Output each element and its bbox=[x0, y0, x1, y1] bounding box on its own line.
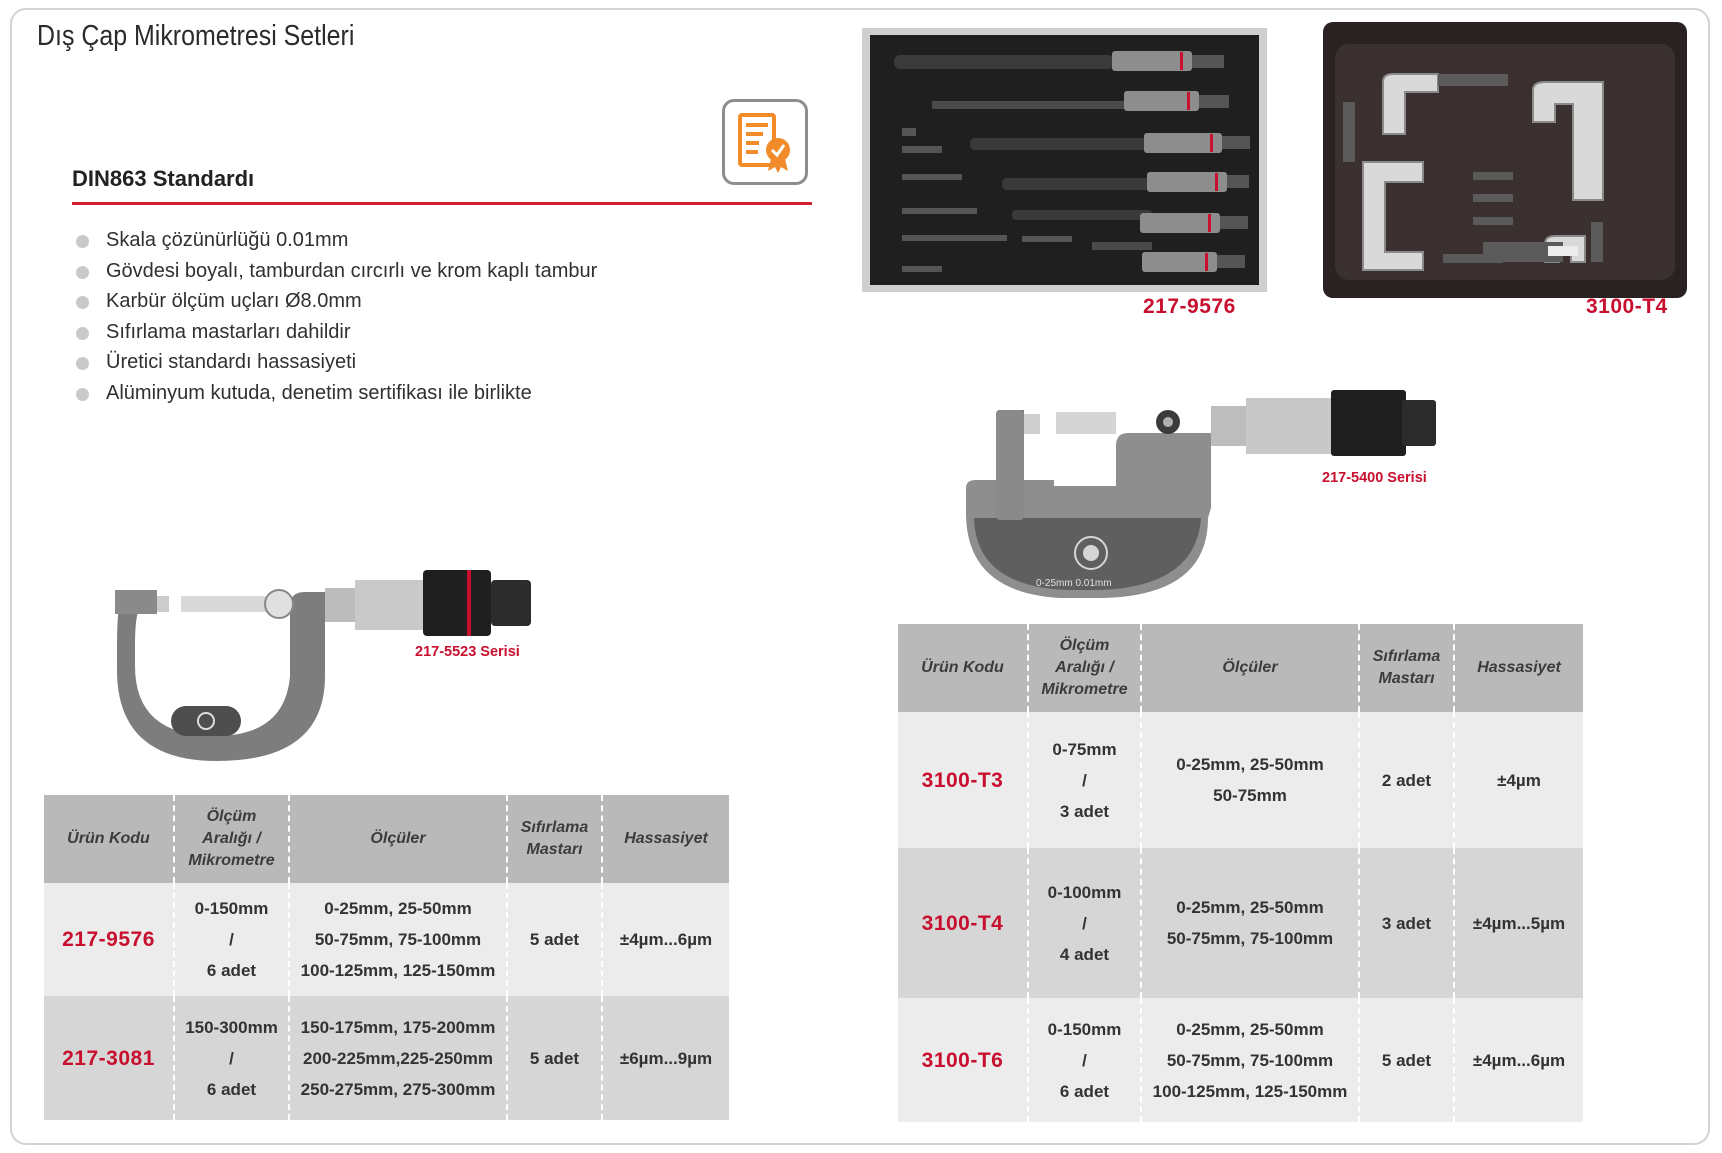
right-spec-table bbox=[898, 624, 1583, 1122]
range-cell: 0-150mm / 6 adet bbox=[1028, 998, 1141, 1122]
standard-heading: DIN863 Standardı bbox=[72, 166, 255, 191]
sizes-cell: 150-175mm, 175-200mm 200-225mm,225-250mm 250-275mm, 275-300mm bbox=[289, 996, 507, 1120]
column-header: Hassasiyet bbox=[1454, 624, 1583, 712]
set-t4-caption: 3100-T4 bbox=[1586, 295, 1668, 318]
table-row bbox=[898, 712, 1583, 848]
range-cell: 0-100mm / 4 adet bbox=[1028, 848, 1141, 998]
zero-setting-cell: 5 adet bbox=[1359, 998, 1454, 1122]
micrometer-5523-caption: 217-5523 Serisi bbox=[415, 644, 520, 660]
micrometer-5523-photo bbox=[105, 566, 553, 771]
range-cell: 0-150mm / 6 adet bbox=[174, 883, 289, 996]
column-header: Sıfırlama Mastarı bbox=[507, 795, 602, 883]
micrometer-5400-frame-text: 0-25mm 0.01mm bbox=[1036, 578, 1112, 589]
column-header: Ölçüm Aralığı / Mikrometre bbox=[1028, 624, 1141, 712]
set-9576-photo bbox=[862, 28, 1267, 297]
left-spec-table bbox=[44, 795, 729, 1120]
sizes-cell: 0-25mm, 25-50mm 50-75mm, 75-100mm 100-125mm, 125-150mm bbox=[1141, 998, 1359, 1122]
accuracy-cell: ±4µm...6µm bbox=[1454, 998, 1583, 1122]
micrometer-5400-caption: 217-5400 Serisi bbox=[1322, 470, 1427, 486]
sizes-cell: 0-25mm, 25-50mm 50-75mm bbox=[1141, 712, 1359, 848]
table-row bbox=[898, 998, 1583, 1122]
column-header: Ürün Kodu bbox=[898, 624, 1028, 712]
page-title: Dış Çap Mikrometresi Setleri bbox=[37, 20, 355, 52]
accuracy-cell: ±6µm...9µm bbox=[602, 996, 729, 1120]
column-header: Sıfırlama Mastarı bbox=[1359, 624, 1454, 712]
table-row bbox=[898, 848, 1583, 998]
range-cell: 150-300mm / 6 adet bbox=[174, 996, 289, 1120]
feature-item: Karbür ölçüm uçları Ø8.0mm bbox=[74, 286, 597, 317]
product-code: 3100-T6 bbox=[898, 998, 1028, 1122]
certificate-document-icon bbox=[722, 99, 808, 185]
micrometer-5400-photo bbox=[966, 388, 1476, 608]
heading-divider bbox=[72, 202, 812, 205]
set-9576-caption: 217-9576 bbox=[1143, 295, 1236, 318]
feature-item: Sıfırlama mastarları dahildir bbox=[74, 317, 597, 348]
zero-setting-cell: 3 adet bbox=[1359, 848, 1454, 998]
column-header: Ölçüm Aralığı / Mikrometre bbox=[174, 795, 289, 883]
column-header: Ürün Kodu bbox=[44, 795, 174, 883]
zero-setting-cell: 5 adet bbox=[507, 996, 602, 1120]
feature-list bbox=[74, 225, 597, 408]
product-code: 217-9576 bbox=[44, 883, 174, 996]
zero-setting-cell: 2 adet bbox=[1359, 712, 1454, 848]
table-row bbox=[44, 883, 729, 996]
feature-item: Alüminyum kutuda, denetim sertifikası ile birlikte bbox=[74, 378, 597, 409]
sizes-cell: 0-25mm, 25-50mm 50-75mm, 75-100mm bbox=[1141, 848, 1359, 998]
accuracy-cell: ±4µm bbox=[1454, 712, 1583, 848]
zero-setting-cell: 5 adet bbox=[507, 883, 602, 996]
set-t4-photo bbox=[1323, 22, 1687, 303]
accuracy-cell: ±4µm...5µm bbox=[1454, 848, 1583, 998]
column-header: Ölçüler bbox=[289, 795, 507, 883]
product-code: 3100-T4 bbox=[898, 848, 1028, 998]
accuracy-cell: ±4µm...6µm bbox=[602, 883, 729, 996]
feature-item: Üretici standardı hassasiyeti bbox=[74, 347, 597, 378]
feature-item: Skala çözünürlüğü 0.01mm bbox=[74, 225, 597, 256]
sizes-cell: 0-25mm, 25-50mm 50-75mm, 75-100mm 100-125mm, 125-150mm bbox=[289, 883, 507, 996]
table-row bbox=[44, 996, 729, 1120]
product-code: 217-3081 bbox=[44, 996, 174, 1120]
feature-item: Gövdesi boyalı, tamburdan cırcırlı ve krom kaplı tambur bbox=[74, 256, 597, 287]
column-header: Ölçüler bbox=[1141, 624, 1359, 712]
range-cell: 0-75mm / 3 adet bbox=[1028, 712, 1141, 848]
column-header: Hassasiyet bbox=[602, 795, 729, 883]
product-code: 3100-T3 bbox=[898, 712, 1028, 848]
